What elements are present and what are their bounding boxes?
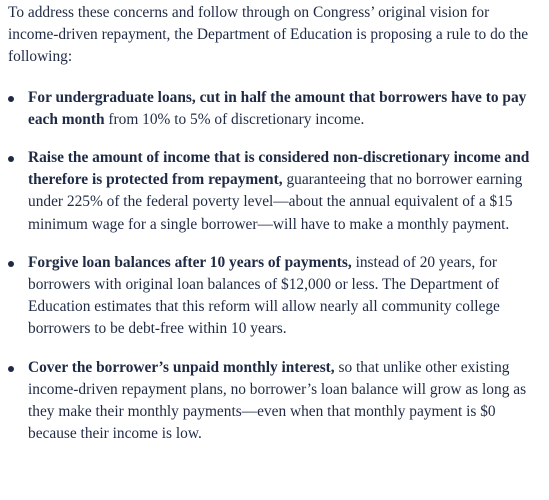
- list-item-bold-text: Cover the borrower’s unpaid monthly interest,: [28, 358, 335, 376]
- list-item: [8, 252, 537, 341]
- list-item-text: instead of 20 years, for borrowers with original loan balances of $12,000 or less. The Department of Education estimates that this reform will allow nearly all community college borrowers to be debt-free within 10 years.: [28, 253, 500, 338]
- list-item: [8, 87, 537, 131]
- list-item-text: from 10% to 5% of discretionary income.: [104, 110, 365, 128]
- bullet-icon: [8, 366, 14, 372]
- bullet-icon: [8, 156, 14, 162]
- list-item: [8, 147, 537, 236]
- proposal-list: [8, 87, 537, 446]
- intro-paragraph: To address these concerns and follow through on Congress’ original vision for income-driven repayment, the Department of Education is proposing a rule to do the following:: [8, 4, 529, 66]
- list-item-bold-text: Forgive loan balances after 10 years of payments,: [28, 253, 352, 271]
- list-item-text: guaranteeing that no borrower earning under 225% of the federal poverty level—about the annual equivalent of a $15 minimum wage for a single borrower—will have to make a monthly payment.: [28, 171, 523, 233]
- list-item-bold-text: Raise the amount of income that is considered non-discretionary income and therefore is protected from repayment,: [28, 149, 530, 189]
- list-item: [8, 357, 537, 446]
- bullet-icon: [8, 261, 14, 267]
- list-item-bold-text: For undergraduate loans, cut in half the amount that borrowers have to pay each month: [28, 88, 527, 128]
- list-item-text: so that unlike other existing income-driven repayment plans, no borrower’s loan balance will grow as long as they make their monthly payments—even when that monthly payment is $0 because their income is low.: [28, 358, 527, 443]
- bullet-icon: [8, 96, 14, 102]
